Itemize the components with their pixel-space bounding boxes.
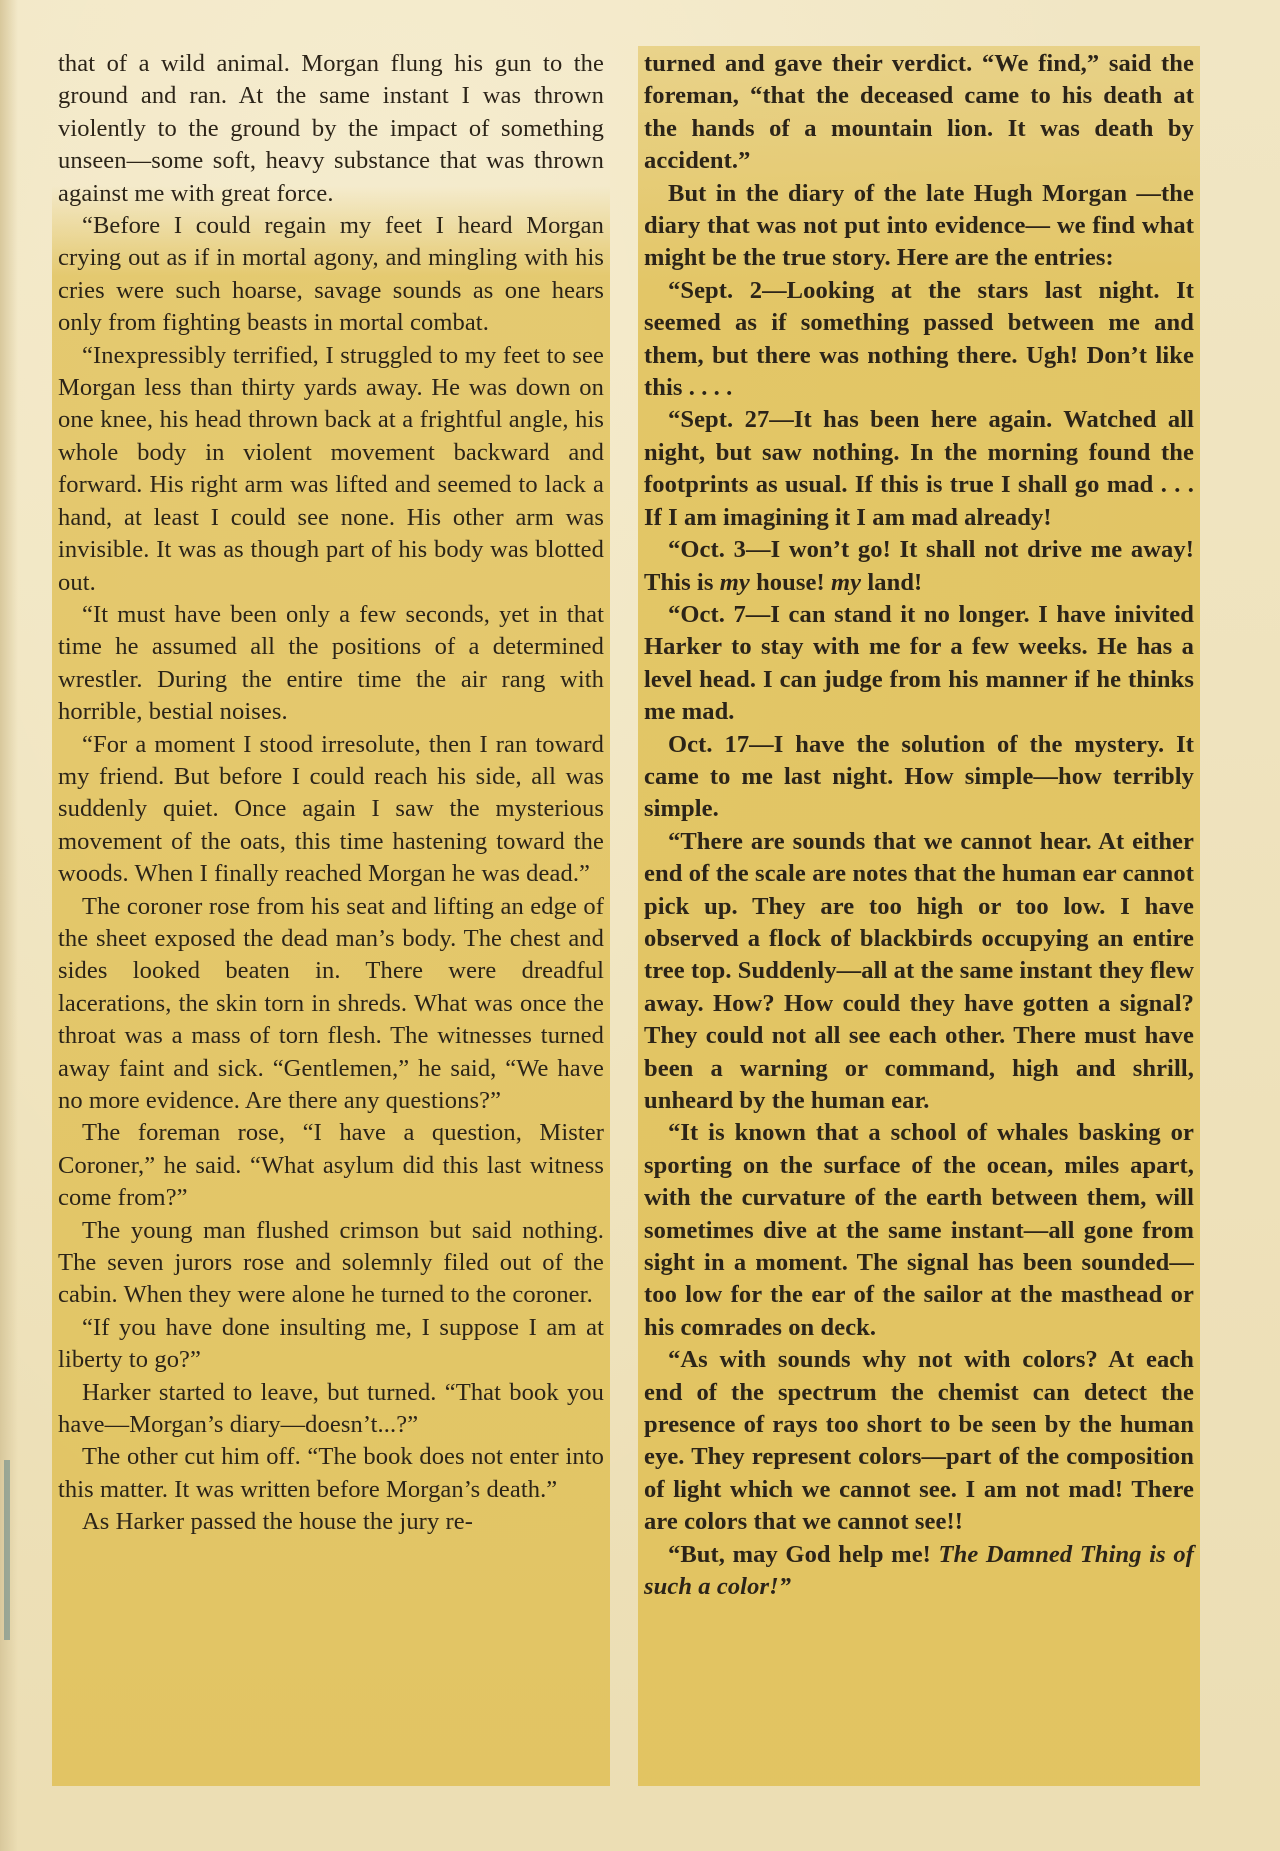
diary-oct3-text-b: house! [749, 568, 831, 596]
right-paragraph-11 [644, 1539, 1194, 1604]
right-paragraph-10: “As with sounds why not with colors? At each end of the spectrum the chemist can detect the presence of rays too short to be seen by the human eye. They represent colors—part of the composition of light which we cannot see. I am not mad! There are colors that we cannot see!! [644, 1346, 1194, 1536]
right-paragraph-8: “There are sounds that we cannot hear. At either end of the scale are notes that the human ear cannot pick up. They are too high or too low. I have observed a flock of blackbirds occupying an entire tree top. Suddenly—all at the same instant they flew away. How? How could they have gotten a signal? They could not all see each other. There must have been a warning or command, high and shrill, unheard by the human ear. [644, 827, 1194, 1114]
right-paragraph-7: Oct. 17—I have the solution of the mystery. It came to me last night. How simple—how terribly simple. [644, 730, 1194, 823]
right-paragraph-4: “Sept. 27—It has been here again. Watched all night, but saw nothing. In the morning found the footprints as usual. If this is true I shall go mad . . . If I am imagining it I am mad already! [644, 406, 1194, 531]
left-paragraph-9: “If you have done insulting me, I suppose I am at liberty to go?” [58, 1313, 604, 1374]
right-paragraph-2: But in the diary of the late Hugh Morgan —the diary that was not put into evidence— we find what might be the true story. Here are the entries: [644, 179, 1194, 272]
right-paragraph-5 [644, 534, 1194, 599]
final-line-emphasis: The Damned Thing is of such a color!” [644, 1540, 1194, 1601]
left-paragraph-5: “For a moment I stood irresolute, then I ran toward my friend. But before I could reach his side, all was suddenly quiet. Once again I saw the mysterious movement of the oats, this time hastening toward the woods. When I finally reached Morgan he was dead.” [58, 730, 604, 888]
left-paragraph-7: The foreman rose, “I have a question, Mister Coroner,” he said. “What asylum did this last witness come from?” [58, 1119, 604, 1212]
left-paragraph-1: that of a wild animal. Morgan flung his gun to the ground and ran. At the same instant I was thrown violently to the ground by the impact of something unseen—some soft, heavy substance that was thrown against me with great force. [58, 50, 604, 207]
left-paragraph-10: Harker started to leave, but turned. “That book you have—Morgan’s diary—doesn’t...?” [58, 1378, 604, 1439]
diary-oct3-text-a: “Oct. 3—I won’t go! It shall not drive me away! This is [644, 536, 1194, 596]
diary-oct3-emphasis-2: my [830, 568, 862, 596]
left-text-column [52, 46, 610, 1786]
left-paragraph-6: The coroner rose from his seat and lifting an edge of the sheet exposed the dead man’s body. The chest and sides looked beaten in. There were dreadful lacerations, the skin torn in shreds. What was once the throat was a mass of torn flesh. The witnesses turned away faint and sick. “Gentlemen,” he said, “We have no more evidence. Are there any questions?” [58, 892, 604, 1114]
left-paragraph-11: The other cut him off. “The book does not enter into this matter. It was written before Morgan’s death.” [58, 1443, 604, 1503]
diary-oct3-text-c: land! [861, 568, 923, 596]
right-paragraph-1: turned and gave their verdict. “We find,” said the foreman, “that the deceased came to his death at the hands of a mountain lion. It was death by accident.” [644, 50, 1194, 175]
final-line-text: “But, may God help me! [668, 1540, 939, 1568]
right-text-column [638, 46, 1200, 1786]
margin-mark [4, 1460, 10, 1640]
right-paragraph-9: “It is known that a school of whales basking or sporting on the surface of the ocean, miles apart, with the curvature of the earth between them, will sometimes dive at the same instant—all gone from sight in a moment. The signal has been sounded—too low for the ear of the sailor at the masthead or his comrades on deck. [644, 1119, 1194, 1341]
right-paragraph-6: “Oct. 7—I can stand it no longer. I have inivited Harker to stay with me for a few weeks. He has a level head. I can judge from his manner if he thinks me mad. [644, 600, 1194, 726]
diary-oct3-emphasis-1: my [719, 568, 750, 596]
left-paragraph-4: “It must have been only a few seconds, yet in that time he assumed all the positions of a determined wrestler. During the entire time the air rang with horrible, bestial noises. [58, 600, 604, 726]
left-paragraph-2: “Before I could regain my feet I heard Morgan crying out as if in mortal agony, and mingling with his cries were such hoarse, savage sounds as one hears only from fighting beasts in mortal combat. [58, 212, 604, 337]
right-paragraph-3: “Sept. 2—Looking at the stars last night. It seemed as if something passed between me and them, but there was nothing there. Ugh! Don’t like this . . . . [644, 276, 1194, 402]
left-paragraph-12: As Harker passed the house the jury re- [82, 1508, 474, 1536]
left-paragraph-3: “Inexpressibly terrified, I struggled to my feet to see Morgan less than thirty yards away. He was down on one knee, his head thrown back at a frightful angle, his whole body in violent movement backward and forward. His right arm was lifted and seemed to lack a hand, at least I could see none. His other arm was invisible. It was as though part of his body was blotted out. [58, 341, 604, 596]
left-paragraph-8: The young man flushed crimson but said nothing. The seven jurors rose and solemnly filed out of the cabin. When they were alone he turned to the coroner. [58, 1216, 604, 1309]
